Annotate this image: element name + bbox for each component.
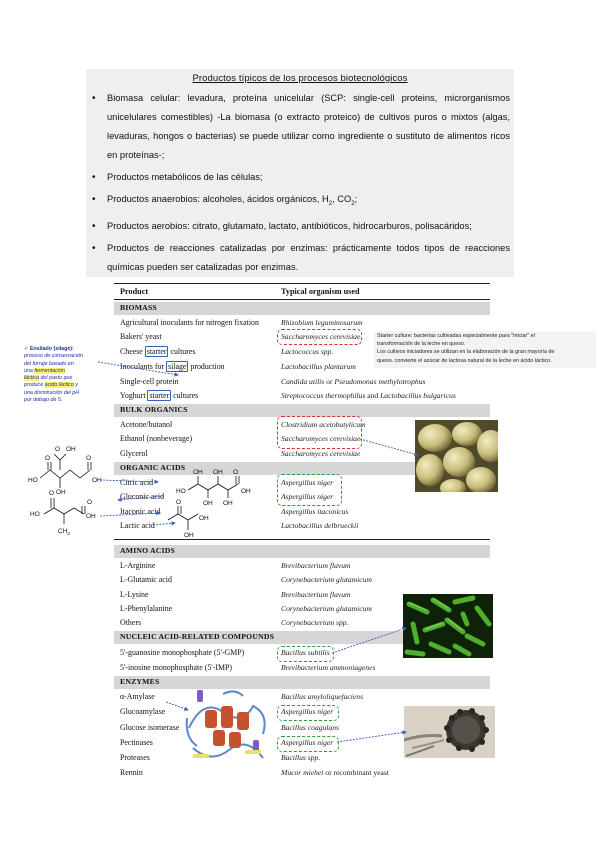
table-row	[114, 692, 490, 705]
product-cell: Rennin	[120, 768, 143, 777]
organism-cell: Candida utilis or Pseudomonas methylotrophus	[281, 377, 426, 386]
product-cell: α-Amylase	[120, 692, 155, 701]
table-row	[114, 663, 490, 676]
organism-cell: Streptococcus thermophilus and Lactobacillus bulgaricus	[281, 391, 456, 400]
organism-cell: Saccharomyces cerevisiae	[281, 449, 361, 458]
section-bulk-organics: BULK ORGANICS	[114, 404, 490, 417]
oh-label: OH	[184, 532, 194, 539]
section-enzymes: ENZYMES	[114, 676, 490, 689]
enzyme-structure-image	[183, 688, 273, 770]
product-cell: Glycerol	[120, 449, 148, 458]
table-row	[114, 521, 490, 534]
organism-cell: Aspergillus niger	[281, 478, 334, 487]
product-cell: Cheese starter cultures	[120, 347, 196, 356]
product-cell: Ethanol (nonbeverage)	[120, 434, 193, 443]
table-header-rule	[114, 299, 490, 300]
section-organic-acids: ORGANIC ACIDS	[114, 462, 490, 475]
itaconic-acid-structure	[44, 498, 85, 524]
citric-acid-structure	[40, 454, 91, 488]
product-cell: 5'-inosine monophosphate (5'-IMP)	[120, 663, 232, 672]
product-cell: L-Glutamic acid	[120, 575, 172, 584]
product-cell: L-Phenylalanine	[120, 604, 173, 613]
oh-label: HO	[30, 511, 40, 518]
intro-item-anaerobic: • Productos anaerobios: alcoholes, ácidos orgánicos, $H_2$, $CO_2$;	[107, 190, 510, 214]
col-header-product: Product	[120, 287, 149, 296]
oh-label: O	[55, 446, 61, 453]
product-cell: Single-cell protein	[120, 377, 179, 386]
product-cell: Glucoamylase	[120, 707, 166, 716]
ch2-label: $CH_2$	[58, 528, 70, 536]
oh-label: OH	[241, 488, 251, 495]
organism-cell: Corynebacterium glutamicum	[281, 575, 372, 584]
bacteria-micrograph	[403, 594, 493, 658]
organism-cell: Bacillus amyloliquefaciens	[281, 692, 364, 701]
product-cell: Proteases	[120, 753, 150, 762]
oh-label: HO	[176, 488, 186, 495]
product-cell: 5'-guanosine monophosphate (5'-GMP)	[120, 648, 245, 657]
intro-item-metabolic: • Productos metabólicos de las células;	[107, 168, 510, 187]
intro-item-aerobic: • Productos aerobios: citrato, glutamato, lactato, antibióticos, hidrocarburos, polisacáridos;	[107, 217, 510, 236]
organism-cell: Brevibacterium ammoniagenes	[281, 663, 376, 672]
product-cell: Citric acid	[120, 478, 154, 487]
oh-label: OH	[223, 500, 233, 507]
product-cell: Yoghurt starter cultures	[120, 391, 199, 400]
starter-culture-note: Starter culture: bacterias cultivadas especialmente para "iniciar" el transformación de la leche en queso. Los cultivos iniciadores se utilizan en la elaboración de la gran mayoría de queso. convierte el azúcar de lactosa natural de la leche en ácido láctico.	[374, 331, 596, 368]
table-top-rule	[114, 283, 490, 284]
organism-cell: Saccharomyces cerevisiae	[281, 434, 361, 443]
intro-title: Productos típicos de los procesos biotecnológicos	[192, 73, 408, 84]
oh-label: O	[86, 455, 92, 462]
product-cell: Glucose isomerase	[120, 723, 180, 732]
starter-highlight: starter	[149, 391, 170, 400]
organism-cell: Bacillus spp.	[281, 753, 321, 762]
organism-cell: Saccharomyces cerevisiae	[281, 332, 361, 341]
table-row	[114, 561, 490, 574]
silage-highlight: silage	[168, 362, 187, 371]
organism-cell: Clostridium acetobutylicum	[281, 420, 366, 429]
oh-label: OH	[213, 469, 223, 476]
organism-cell: Brevibacterium flavum	[281, 561, 351, 570]
intro-list	[86, 89, 510, 277]
table-row	[114, 507, 490, 520]
oh-label: OH	[92, 477, 102, 484]
oh-label: OH	[56, 489, 66, 496]
col-header-organism: Typical organism used	[281, 287, 360, 296]
table-row	[114, 377, 490, 390]
product-cell: L-Lysine	[120, 590, 149, 599]
organism-cell: Corynebacterium spp.	[281, 618, 349, 627]
check-icon: ✓	[24, 346, 29, 352]
organism-cell: Bacillus coagulans	[281, 723, 340, 732]
oh-label: O	[49, 490, 55, 497]
aspergillus-highlight-box	[277, 736, 339, 752]
product-cell: Agricultural inoculants for nitrogen fixation	[120, 318, 259, 327]
aspergillus-highlight-box	[277, 705, 339, 721]
oh-label: O	[176, 499, 182, 506]
organism-cell: Aspergillus niger	[281, 707, 334, 716]
saccharomyces-highlight-box	[277, 329, 362, 345]
table-row	[114, 575, 490, 588]
organism-cell: Aspergillus niger	[281, 492, 334, 501]
saccharomyces-highlight-box	[277, 416, 362, 449]
starter-highlight: starter	[146, 347, 167, 356]
product-cell: Acetone/butanol	[120, 420, 173, 429]
organism-cell: Lactobacillus delbrueckii	[281, 521, 359, 530]
organism-cell: Bacillus subtilis	[281, 648, 330, 657]
product-cell: L-Arginine	[120, 561, 156, 570]
table-row	[114, 768, 490, 781]
aspergillus-highlight-box	[277, 474, 342, 506]
section-biomass: BIOMASS	[114, 302, 490, 315]
oh-label: O	[87, 499, 93, 506]
organism-cell: Lactobacillus plantarum	[281, 362, 356, 371]
organism-cell: Lactococcus spp.	[281, 347, 334, 356]
organism-cell: Mucor miehei or recombinant yeast	[281, 768, 389, 777]
product-cell: Lactic acid	[120, 521, 155, 530]
section-rule	[114, 539, 490, 540]
oh-label: O	[233, 469, 239, 476]
oh-label: OH	[199, 515, 209, 522]
bacillus-highlight-box	[277, 646, 334, 662]
oh-label: OH	[203, 500, 213, 507]
organism-cell: Brevibacterium flavum	[281, 590, 351, 599]
organism-cell: Aspergillus niger	[281, 738, 334, 747]
organism-cell: Aspergillus itaconicus	[281, 507, 349, 516]
yeast-micrograph	[415, 420, 498, 492]
intro-panel	[86, 69, 514, 277]
table-row	[114, 391, 490, 404]
intro-item-biomass: • Biomasa celular: levadura, proteína unicelular (SCP: single-cell proteins, microrganismos unicelulares comestibles) -La biomasa (o extracto proteico) de cultivos puros o mixtos (algas, levaduras, hongos o bacterias) se puede utilizar como ingrediente o sustituto de alimentos ricos en proteínas-;	[107, 89, 510, 165]
section-nucleic-acid: NUCLEIC ACID-RELATED COMPOUNDS	[114, 631, 490, 644]
oh-label: OH	[86, 513, 96, 520]
organism-cell: Rhizobium leguminosarum	[281, 318, 363, 327]
intro-item-enzymatic: • Productos de reacciones catalizadas por enzimas: prácticamente todos tipos de reacciones químicas pueden ser catalizadas por enzimas.	[107, 239, 510, 277]
product-cell: Pectinases	[120, 738, 153, 747]
product-cell: Others	[120, 618, 142, 627]
section-amino-acids: AMINO ACIDS	[114, 545, 490, 558]
oh-label: O	[45, 455, 51, 462]
silage-note: ✓ Ensilado (silage): proceso de conservación del forraje basado en una fermentación láctica del pasto que produce ácido láctico y una disminución del pH por debajo de 5.	[24, 346, 83, 404]
product-cell: Inoculants for silage production	[120, 362, 225, 371]
oh-label: HO	[28, 477, 38, 484]
product-cell: Gluconic acid	[120, 492, 165, 501]
aspergillus-micrograph	[404, 706, 495, 758]
product-cell: Itaconic acid	[120, 507, 161, 516]
oh-label: OH	[66, 446, 76, 453]
organism-cell: Corynebacterium glutamicum	[281, 604, 372, 613]
oh-label: OH	[193, 469, 203, 476]
product-cell: Bakers' yeast	[120, 332, 162, 341]
